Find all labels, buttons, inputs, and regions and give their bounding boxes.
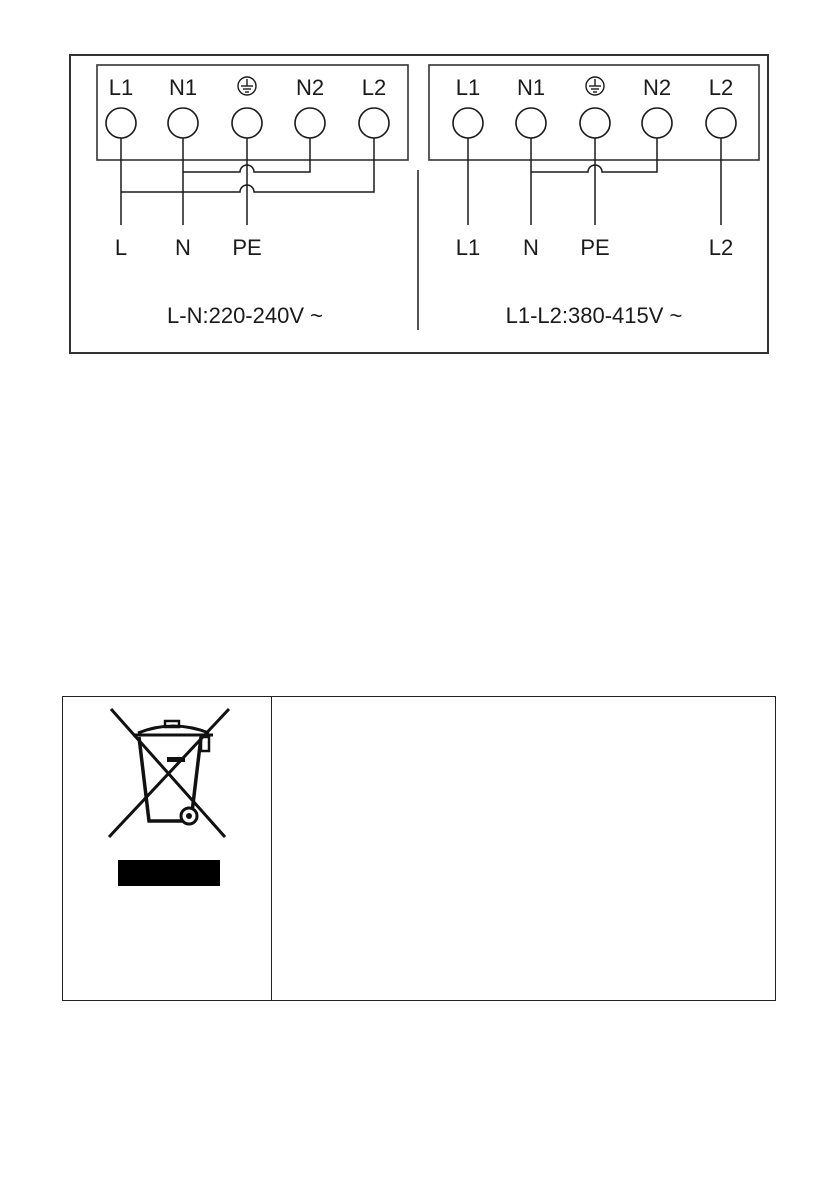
wire-label-l: L bbox=[114, 235, 128, 260]
disposal-table bbox=[62, 696, 776, 1001]
terminal-n2-right bbox=[642, 108, 672, 138]
wire-label-pe: PE bbox=[232, 235, 262, 260]
wire-label-n-right: N bbox=[523, 235, 539, 260]
crossed-out-wheelie-bin-icon bbox=[63, 697, 271, 997]
right-voltage-caption: L1-L2:380-415V ~ bbox=[505, 303, 683, 328]
disposal-icon-cell bbox=[63, 697, 272, 1000]
terminal-label-n2: N2 bbox=[295, 75, 325, 100]
earth-symbol-icon bbox=[586, 77, 604, 95]
right-wiring bbox=[468, 138, 721, 225]
terminal-label-l1-right: L1 bbox=[455, 75, 481, 100]
terminal-label-n1-right: N1 bbox=[516, 75, 546, 100]
terminal-l2 bbox=[359, 108, 389, 138]
terminal-n1-right bbox=[516, 108, 546, 138]
disposal-text-cell bbox=[272, 697, 775, 1000]
terminal-n1 bbox=[168, 108, 198, 138]
terminal-label-n2-right: N2 bbox=[642, 75, 672, 100]
wiring-diagram bbox=[0, 0, 839, 380]
terminal-l2-right bbox=[706, 108, 736, 138]
terminal-n2 bbox=[295, 108, 325, 138]
wire-label-n: N bbox=[175, 235, 191, 260]
right-panel bbox=[429, 65, 759, 328]
terminal-label-l2: L2 bbox=[361, 75, 387, 100]
terminal-label-n1: N1 bbox=[168, 75, 198, 100]
terminal-label-l2-right: L2 bbox=[708, 75, 734, 100]
terminal-pe bbox=[232, 108, 262, 138]
earth-symbol-icon bbox=[238, 77, 256, 95]
wire-label-l1-right: L1 bbox=[455, 235, 481, 260]
wire-label-l2-right: L2 bbox=[708, 235, 734, 260]
wire-label-pe-right: PE bbox=[580, 235, 610, 260]
terminal-l1-right bbox=[453, 108, 483, 138]
left-voltage-caption: L-N:220-240V ~ bbox=[167, 303, 323, 328]
left-wiring bbox=[121, 138, 374, 225]
terminal-l1 bbox=[106, 108, 136, 138]
left-panel bbox=[97, 65, 408, 328]
terminal-pe-right bbox=[580, 108, 610, 138]
terminal-label-l1: L1 bbox=[108, 75, 134, 100]
